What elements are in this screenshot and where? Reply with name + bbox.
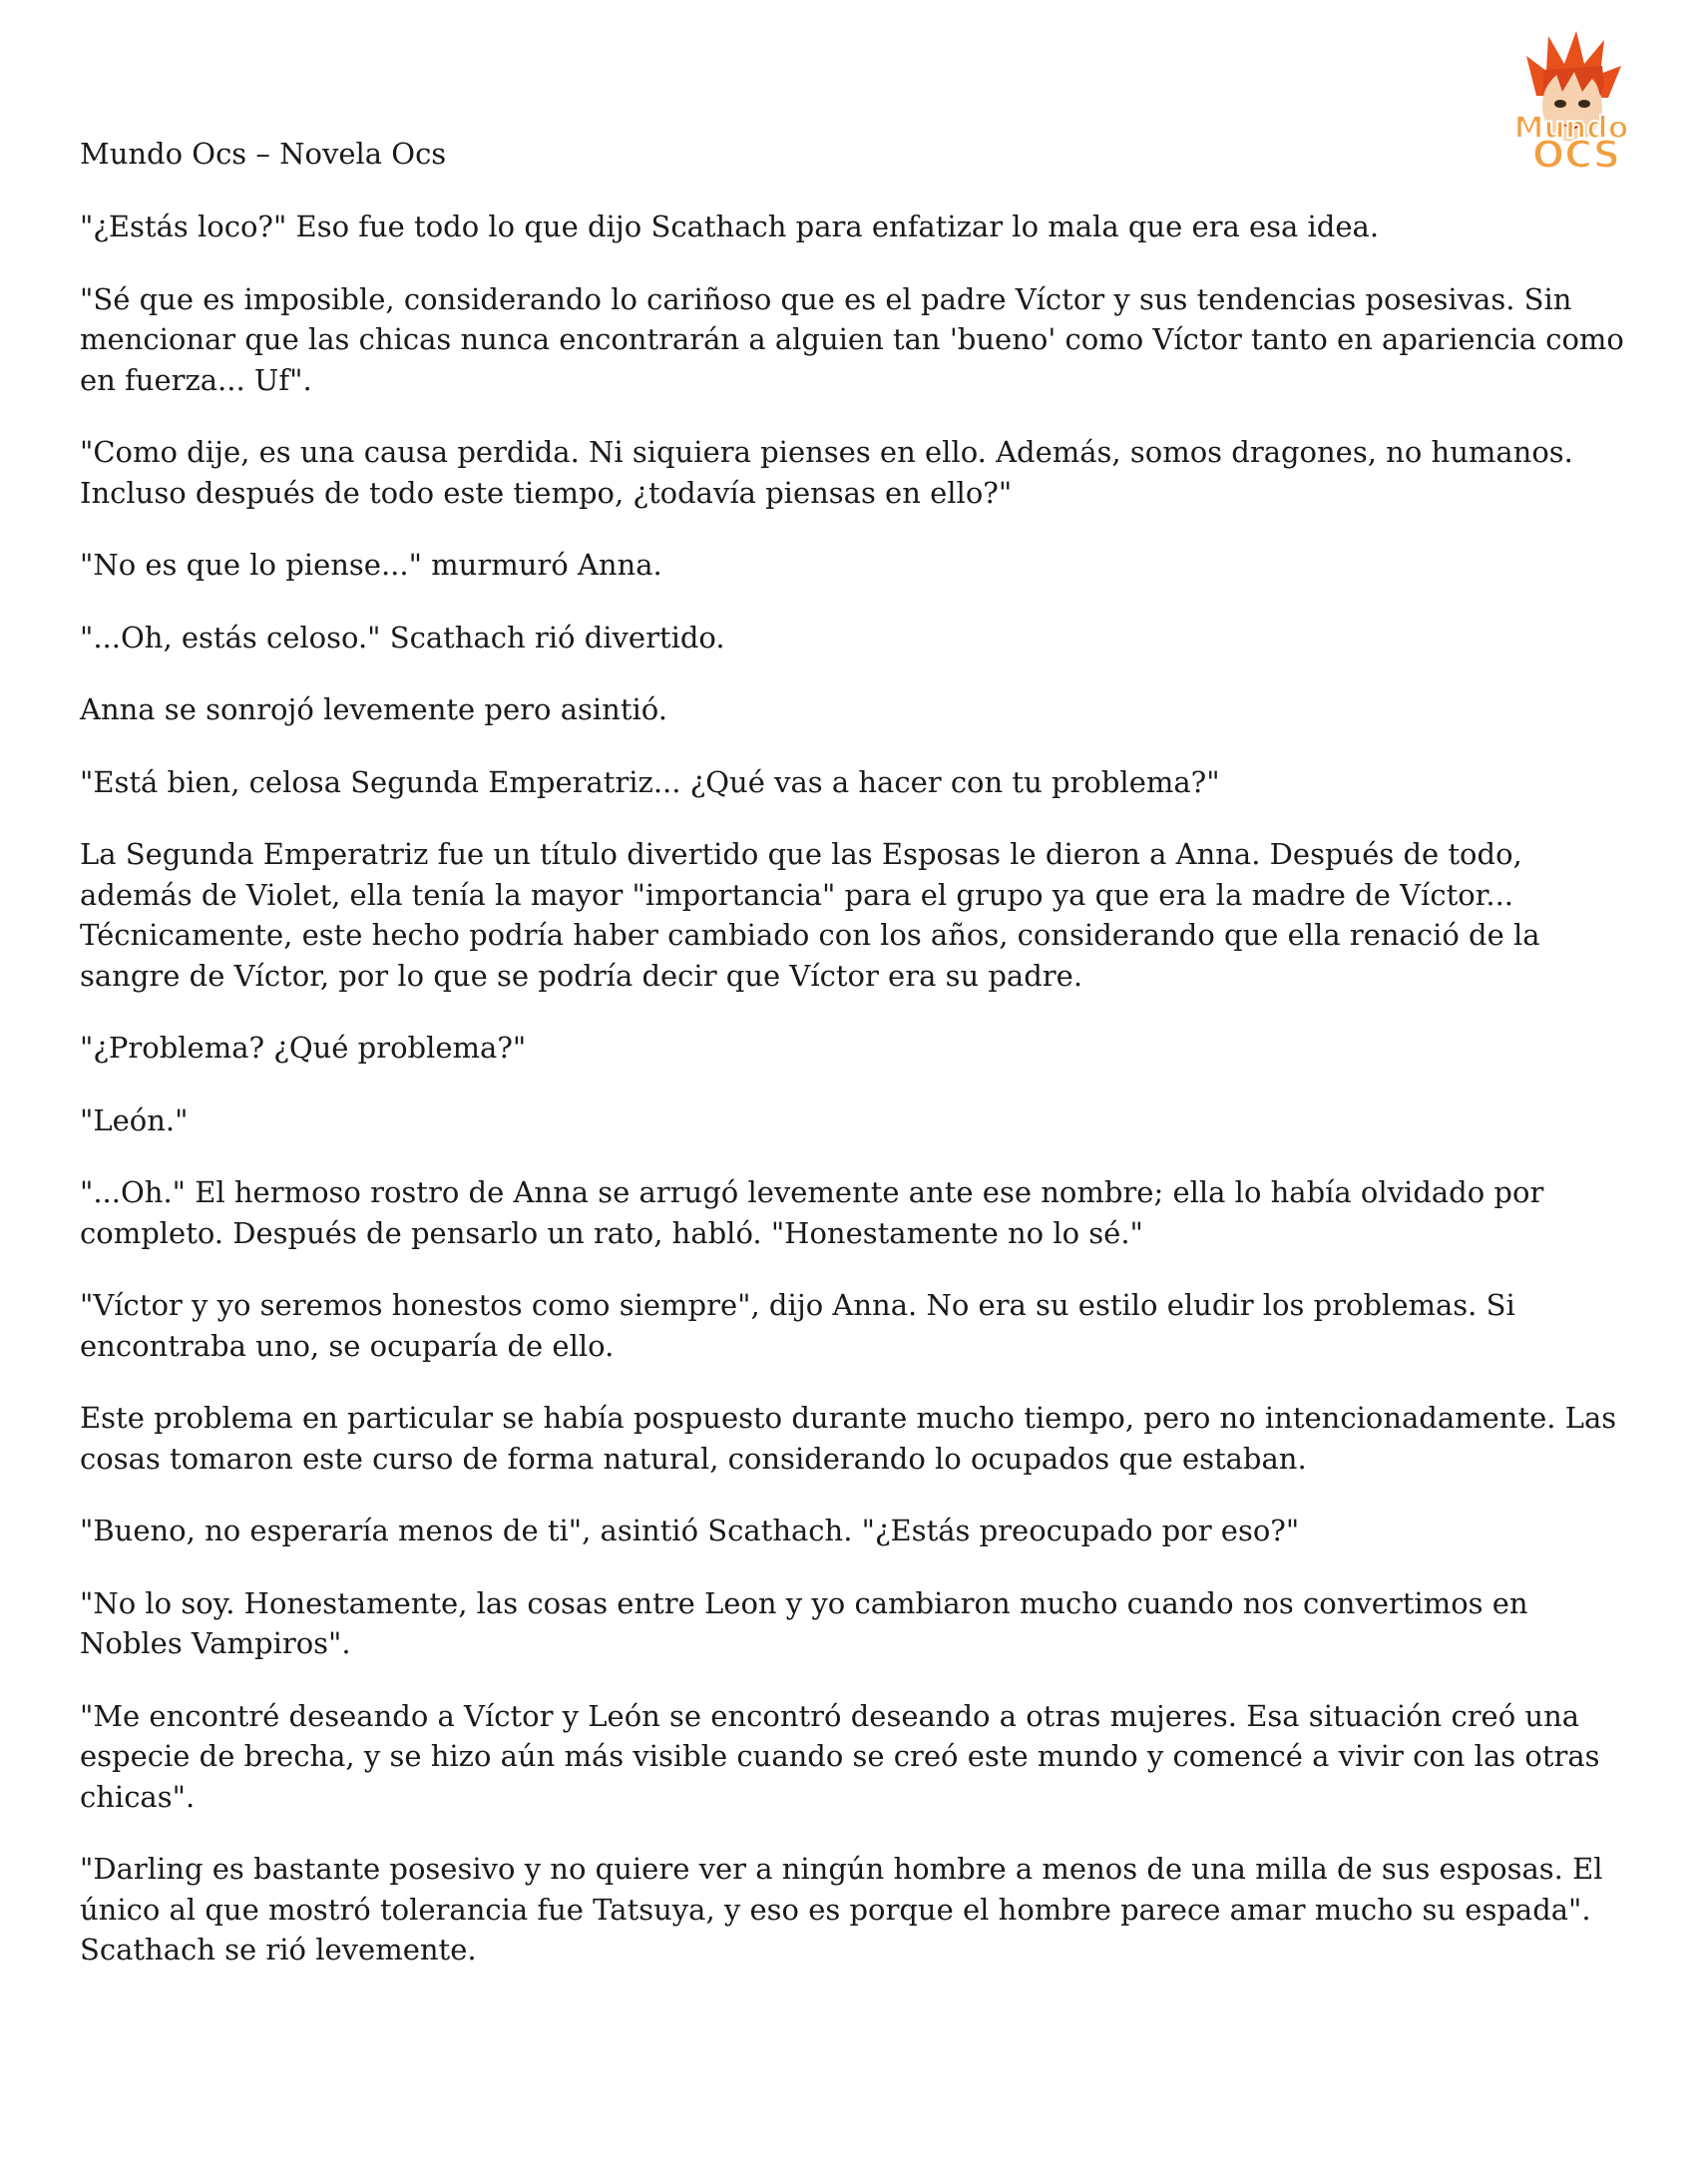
mundo-ocs-logo — [1496, 26, 1646, 176]
paragraph: "Está bien, celosa Segunda Emperatriz... ¿Qué vas a hacer con tu problema?" — [80, 764, 1220, 799]
paragraph: "Sé que es imposible, considerando lo cariñoso que es el padre Víctor y sus tendencias posesivas. Sin mencionar que las chicas nunca encontrarán a alguien tan 'bueno' como Víctor tanto en apariencia como en fuerza... Uf". — [80, 281, 1624, 397]
paragraph: "León." — [80, 1102, 189, 1137]
header-title: Mundo Ocs – Novela Ocs — [80, 137, 447, 171]
paragraph: "Víctor y yo seremos honestos como siempre", dijo Anna. No era su estilo eludir los problemas. Si encontraba uno, se ocuparía de ello. — [80, 1288, 1515, 1363]
logo-text-top: Mundo — [1513, 111, 1629, 146]
paragraph: "Como dije, es una causa perdida. Ni siquiera pienses en ello. Además, somos dragones, no humanos. Incluso después de todo este tiempo, ¿todavía piensas en ello?" — [80, 435, 1573, 510]
paragraph: "...Oh, estás celoso." Scathach rió divertido. — [80, 620, 725, 655]
paragraph: La Segunda Emperatriz fue un título divertido que las Esposas le dieron a Anna. Después de todo, además de Violet, ella tenía la mayor "importancia" para el grupo ya que era la madre de Víctor... Técnicamente, este hecho podría haber cambiado con los años, considerando que ella renació de la sangre de Víctor, por lo que se podría decir que Víctor era su padre. — [80, 837, 1540, 993]
paragraph: "¿Problema? ¿Qué problema?" — [80, 1031, 527, 1065]
paragraph: Anna se sonrojó levemente pero asintió. — [80, 692, 667, 726]
paragraph: "No lo soy. Honestamente, las cosas entre Leon y yo cambiaron mucho cuando nos convertimos en Nobles Vampiros". — [80, 1585, 1528, 1660]
paragraph: "Me encontré deseando a Víctor y León se encontró deseando a otras mujeres. Esa situación creó una especie de brecha, y se hizo aún más visible cuando se creó este mundo y comencé a vivir con las otras chicas". — [80, 1698, 1600, 1814]
logo-text-bottom: OCS — [1531, 133, 1621, 176]
document-body — [80, 207, 1636, 2002]
paragraph: "No es que lo piense..." murmuró Anna. — [80, 548, 662, 582]
paragraph: "Darling es bastante posesivo y no quiere ver a ningún hombre a menos de una milla de sus esposas. El único al que mostró tolerancia fue Tatsuya, y eso es porque el hombre parece amar mucho su espada". Scathach se rió levemente. — [80, 1852, 1603, 1966]
paragraph: Este problema en particular se había pospuesto durante mucho tiempo, pero no intencionadamente. Las cosas tomaron este curso de forma natural, considerando lo ocupados que estaban. — [80, 1401, 1617, 1476]
paragraph: "¿Estás loco?" Eso fue todo lo que dijo Scathach para enfatizar lo mala que era esa idea. — [80, 210, 1380, 243]
paragraph: "...Oh." El hermoso rostro de Anna se arrugó levemente ante ese nombre; ella lo había olvidado por completo. Después de pensarlo un rato, habló. "Honestamente no lo sé." — [80, 1175, 1544, 1250]
paragraph: "Bueno, no esperaría menos de ti", asintió Scathach. "¿Estás preocupado por eso?" — [80, 1514, 1300, 1547]
